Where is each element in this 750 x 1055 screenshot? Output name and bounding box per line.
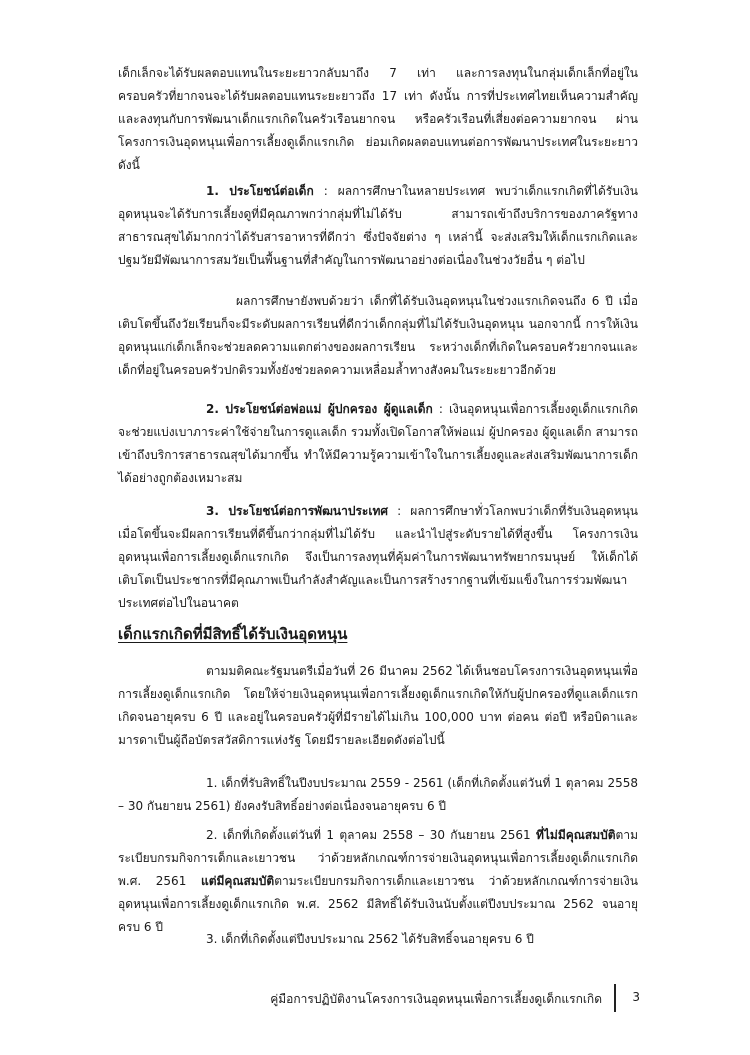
page-footer <box>270 984 640 1012</box>
benefit-country-title: 3. ประโยชน์ต่อการพัฒนาประเทศ <box>206 504 389 518</box>
benefit-parent-text: : เงินอุดหนุนเพื่อการเลี้ยงดูเด็กแรกเกิดจะช่วยแบ่งเบาภาระค่าใช้จ่ายในการดูแลเด็ก รวมทั้งเปิดโอกาสให้พ่อแม่ ผู้ปกครอง ผู้ดูแลเด็ก สามารถเข้าถึงบริการสาธารณสุขได้มากขึ้น ทำให้มีความรู้ความเข้าใจในการเลี้ยงดูและส่งเสริมพัฒนาการเด็กได้อย่างถูกต้องเหมาะสม <box>118 402 639 486</box>
benefit-child-paragraph <box>118 180 638 272</box>
eligibility-item-3: 3. เด็กที่เกิดตั้งแต่ปีงบประมาณ 2562 ได้รับสิทธิ์จนอายุครบ 6 ปี <box>206 932 534 946</box>
eligibility-item-2-part-e: ตามระเบียบกรมกิจการเด็กและเยาวชน ว่าด้วยหลักเกณฑ์การจ่ายเงินอุดหนุนเพื่อการเลี้ยงดูเด็กแรกเกิด พ.ศ. 2562 มีสิทธิ์ได้รับเงินนับตั้งแต่ปีงบประมาณ 2562 จนอายุครบ 6 ปี <box>118 874 638 935</box>
eligibility-item-2-part-a: 2. เด็กที่เกิดตั้งแต่วันที่ 1 ตุลาคม 2558 – 30 กันยายน 2561 <box>206 828 536 842</box>
eligibility-item-1: 1. เด็กที่รับสิทธิ์ในปีงบประมาณ 2559 - 2561 (เด็กที่เกิดตั้งแต่วันที่ 1 ตุลาคม 2558 – 30 กันยายน 2561) ยังคงรับสิทธิ์อย่างต่อเนื่องจนอายุครบ 6 ปี <box>118 776 638 814</box>
eligibility-item-2-not-qualified: ที่ไม่มีคุณสมบัติ <box>535 828 616 842</box>
benefit-country-paragraph <box>118 500 638 615</box>
benefit-child-text: : ผลการศึกษาในหลายประเทศ พบว่าเด็กแรกเกิดที่ได้รับเงินอุดหนุนจะได้รับการเลี้ยงดูที่มีคุณภาพกว่ากลุ่มที่ไม่ได้รับ สามารถเข้าถึงบริการของภาครัฐทางสาธารณสุขได้มากกว่าได้รับสารอาหารที่ดีกว่า ซึ่งปัจจัยต่าง ๆ เหล่านี้ จะส่งเสริมให้เด็กแรกเกิดและปฐมวัยมีพัฒนาการสมวัยเป็นพื้นฐานที่สำคัญในการพัฒนาอย่างต่อเนื่องในช่วงวัยอื่น ๆ ต่อไป <box>118 184 638 268</box>
intro-paragraph: เด็กเล็กจะได้รับผลตอบแทนในระยะยาวกลับมาถึง 7 เท่า และการลงทุนในกลุ่มเด็กเล็กที่อยู่ในครอบครัวที่ยากจนจะได้รับผลตอบแทนระยะยาวถึง 17 เท่า ดังนั้น การที่ประเทศไทยเห็นความสำคัญและลงทุนกับการพัฒนาเด็กแรกเกิดในครัวเรือนยากจน หรือครัวเรือนที่เสี่ยงต่อความยากจน ผ่านโครงการเงินอุดหนุนเพื่อการเลี้ยงดูเด็กแรกเกิด ย่อมเกิดผลตอบแทนต่อการพัฒนาประเทศในระยะยาว ดังนี้ <box>118 66 638 173</box>
benefit-child-title: 1. ประโยชน์ต่อเด็ก <box>206 184 314 198</box>
footer-title: คู่มือการปฏิบัติงานโครงการเงินอุดหนุนเพื่อการเลี้ยงดูเด็กแรกเกิด <box>270 992 602 1006</box>
eligibility-item-2 <box>118 824 638 939</box>
eligibility-intro-paragraph: ตามมติคณะรัฐมนตรีเมื่อวันที่ 26 มีนาคม 2562 ได้เห็นชอบโครงการเงินอุดหนุนเพื่อการเลี้ยงดูเด็กแรกเกิด โดยให้จ่ายเงินอุดหนุนเพื่อการเลี้ยงดูเด็กแรกเกิดให้กับผู้ปกครองที่ดูแลเด็กแรกเกิดจนอายุครบ 6 ปี และอยู่ในครอบครัวผู้ที่มีรายได้ไม่เกิน 100,000 บาท ต่อคน ต่อปี หรือบิดาและมารดาเป็นผู้ถือบัตรสวัสดิการแห่งรัฐ โดยมีรายละเอียดดังต่อไปนี้ <box>118 664 638 748</box>
benefit-parent-title: 2. ประโยชน์ต่อพ่อแม่ ผู้ปกครอง ผู้ดูแลเด็ก <box>206 402 433 416</box>
benefit-child-extra-paragraph: ผลการศึกษายังพบด้วยว่า เด็กที่ได้รับเงินอุดหนุนในช่วงแรกเกิดจนถึง 6 ปี เมื่อเติบโตขึ้นถึงวัยเรียนก็จะมีระดับผลการเรียนที่ดีกว่าเด็กกลุ่มที่ไม่ได้รับเงินอุดหนุน นอกจากนี้ การให้เงินอุดหนุนแก่เด็กเล็กจะช่วยลดความแตกต่างของผลการเรียน ระหว่างเด็กที่เกิดในครอบครัวยากจนและเด็กที่อยู่ในครอบครัวปกติรวมทั้งยังช่วยลดความเหลื่อมล้ำทางสังคมในระยะยาวอีกด้วย <box>118 294 638 378</box>
footer-divider <box>614 984 616 1012</box>
section-heading: เด็กแรกเกิดที่มีสิทธิ์ได้รับเงินอุดหนุน <box>118 625 348 643</box>
page-number: 3 <box>632 990 640 1004</box>
eligibility-item-2-part-c: ตามระเบียบกรมกิจการเด็กและเยาวชน ว่าด้วยหลักเกณฑ์การจ่ายเงินอุดหนุนเพื่อการเลี้ยงดูเด็กแรกเกิด พ.ศ. 2561 <box>118 828 638 889</box>
benefit-parent-paragraph <box>118 398 638 490</box>
eligibility-item-2-qualified: แต่มีคุณสมบัติ <box>200 874 275 889</box>
benefit-country-text: : ผลการศึกษาทั่วโลกพบว่าเด็กที่รับเงินอุดหนุนเมื่อโตขึ้นจะมีผลการเรียนที่ดีขึ้นกว่ากลุ่มที่ไม่ได้รับ และนำไปสู่ระดับรายได้ที่สูงขึ้น โครงการเงินอุดหนุนเพื่อการเลี้ยงดูเด็กแรกเกิด จึงเป็นการลงทุนที่คุ้มค่าในการพัฒนาทรัพยากรมนุษย์ ให้เด็กได้เติบโตเป็นประชากรที่มีคุณภาพเป็นกำลังสำคัญและเป็นการสร้างรากฐานที่เข้มแข็งในการร่วมพัฒนาประเทศต่อไปในอนาคต <box>118 504 638 611</box>
